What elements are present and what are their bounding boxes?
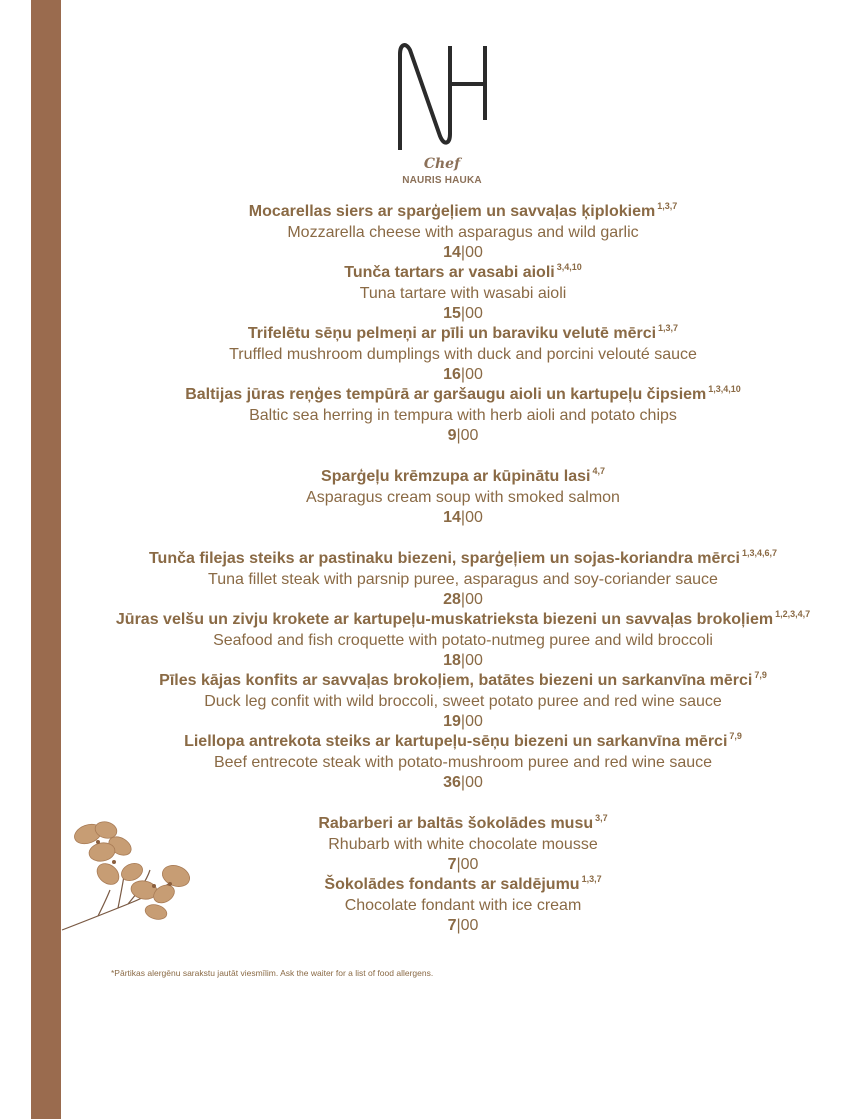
price-separator: | bbox=[460, 305, 466, 322]
price-cents: 00 bbox=[465, 305, 483, 322]
dish-name-lv-text: Rabarberi ar baltās šokolādes musu bbox=[318, 815, 594, 832]
chef-logo bbox=[392, 40, 492, 186]
section-gap bbox=[61, 446, 865, 467]
menu-item bbox=[61, 732, 865, 793]
price-main: 7 bbox=[447, 856, 457, 873]
dish-name-lv-text: Baltijas jūras reņģes tempūrā ar garšaugu aioli un kartupeļu čipsiem bbox=[185, 386, 707, 403]
dish-name-lv bbox=[61, 202, 865, 222]
price-cents: 00 bbox=[465, 774, 483, 791]
dish-name-en: Seafood and fish croquette with potato-nutmeg puree and wild broccoli bbox=[213, 632, 713, 649]
price-main: 18 bbox=[443, 652, 461, 669]
dish-name-lv-text: Tunča filejas steiks ar pastinaku biezeni, sparģeļiem un sojas-koriandra mērci bbox=[148, 550, 740, 567]
price-separator: | bbox=[456, 856, 461, 873]
menu-item bbox=[61, 467, 865, 528]
dish-name-en: Tuna fillet steak with parsnip puree, asparagus and soy-coriander sauce bbox=[208, 571, 718, 588]
dish-name-lv-text: Jūras velšu un zivju krokete ar kartupeļu-muskatrieksta biezeni un savvaļas brokoļiem bbox=[115, 611, 774, 628]
nh-monogram-icon bbox=[392, 40, 492, 152]
side-stripe bbox=[31, 0, 61, 1119]
dish-name-en: Rhubarb with white chocolate mousse bbox=[328, 836, 598, 853]
price-main: 16 bbox=[443, 366, 461, 383]
price-separator: | bbox=[460, 591, 466, 608]
price-main: 19 bbox=[443, 713, 461, 730]
dish-price bbox=[61, 365, 865, 385]
allergen-codes: 4,7 bbox=[592, 466, 605, 476]
price-separator: | bbox=[460, 774, 466, 791]
price-cents: 00 bbox=[460, 856, 479, 873]
price-separator: | bbox=[460, 713, 466, 730]
menu-item bbox=[61, 671, 865, 732]
price-cents: 00 bbox=[465, 713, 483, 730]
price-cents: 00 bbox=[465, 652, 483, 669]
menu-item bbox=[61, 263, 865, 324]
dish-name-lv-text: Sparģeļu krēmzupa ar kūpinātu lasi bbox=[321, 468, 591, 485]
menu-item bbox=[61, 549, 865, 610]
price-cents: 00 bbox=[460, 427, 479, 444]
price-separator: | bbox=[460, 509, 466, 526]
dried-flower-decoration-icon bbox=[58, 812, 208, 937]
menu-item bbox=[61, 324, 865, 385]
price-separator: | bbox=[460, 652, 466, 669]
dish-name-en: Asparagus cream soup with smoked salmon bbox=[306, 489, 620, 506]
dish-price bbox=[61, 243, 865, 263]
dish-name-en: Tuna tartare with wasabi aioli bbox=[359, 285, 567, 302]
dish-name-lv bbox=[61, 467, 865, 487]
price-separator: | bbox=[460, 366, 466, 383]
dish-name-en: Beef entrecote steak with potato-mushroom puree and red wine sauce bbox=[213, 754, 713, 771]
dish-price bbox=[61, 773, 865, 793]
dish-name-lv bbox=[61, 324, 865, 344]
price-cents: 00 bbox=[465, 244, 483, 261]
dish-price bbox=[61, 304, 865, 324]
price-cents: 00 bbox=[465, 366, 483, 383]
allergen-codes: 3,4,10 bbox=[556, 262, 582, 272]
price-main: 7 bbox=[447, 917, 457, 934]
dish-price bbox=[61, 590, 865, 610]
dish-name-en: Baltic sea herring in tempura with herb aioli and potato chips bbox=[249, 407, 677, 424]
price-main: 14 bbox=[443, 509, 461, 526]
logo-chef-name: NAURIS HAUKA bbox=[402, 175, 482, 186]
allergen-codes: 1,3,4,6,7 bbox=[742, 548, 778, 558]
logo-chef-script: Chef bbox=[423, 156, 461, 172]
allergen-codes: 1,2,3,4,7 bbox=[775, 609, 811, 619]
price-cents: 00 bbox=[460, 917, 479, 934]
allergen-codes: 1,3,7 bbox=[658, 323, 679, 333]
price-separator: | bbox=[456, 427, 461, 444]
price-main: 28 bbox=[443, 591, 461, 608]
dish-name-lv-text: Pīles kājas konfits ar savvaļas brokoļiem, batātes biezeni un sarkanvīna mērci bbox=[159, 672, 753, 689]
price-main: 36 bbox=[443, 774, 461, 791]
price-main: 14 bbox=[443, 244, 461, 261]
dish-name-en: Duck leg confit with wild broccoli, sweet potato puree and red wine sauce bbox=[204, 693, 722, 710]
price-cents: 00 bbox=[465, 591, 483, 608]
price-separator: | bbox=[460, 244, 466, 261]
dish-name-lv-text: Trifelētu sēņu pelmeņi ar pīli un baraviku velutē mērci bbox=[247, 325, 657, 342]
dish-name-lv bbox=[61, 549, 865, 569]
menu-item bbox=[61, 610, 865, 671]
dish-name-lv-text: Liellopa antrekota steiks ar kartupeļu-sēņu biezeni un sarkanvīna mērci bbox=[184, 733, 728, 750]
allergen-codes: 1,3,4,10 bbox=[708, 384, 741, 394]
dish-price bbox=[61, 426, 865, 446]
allergen-codes: 7,9 bbox=[754, 670, 767, 680]
dish-name-lv bbox=[61, 610, 865, 630]
dish-name-lv bbox=[61, 385, 865, 405]
menu-item bbox=[61, 202, 865, 263]
dish-price bbox=[61, 712, 865, 732]
menu-item bbox=[61, 385, 865, 446]
price-main: 9 bbox=[447, 427, 457, 444]
dish-name-en: Mozzarella cheese with asparagus and wild garlic bbox=[287, 224, 639, 241]
dish-name-lv-text: Šokolādes fondants ar saldējumu bbox=[324, 876, 580, 893]
dish-name-lv bbox=[61, 732, 865, 752]
price-separator: | bbox=[456, 917, 461, 934]
price-cents: 00 bbox=[465, 509, 483, 526]
allergen-codes: 1,3,7 bbox=[581, 874, 602, 884]
dish-name-en: Chocolate fondant with ice cream bbox=[344, 897, 582, 914]
price-main: 15 bbox=[443, 305, 461, 322]
section-gap bbox=[61, 793, 865, 814]
allergen-codes: 1,3,7 bbox=[657, 201, 678, 211]
allergen-footnote: *Pārtikas alergēnu sarakstu jautāt viesmīlim. Ask the waiter for a list of food allergens. bbox=[111, 968, 434, 978]
dish-name-en: Truffled mushroom dumplings with duck and porcini velouté sauce bbox=[229, 346, 697, 363]
dish-name-lv-text: Tunča tartars ar vasabi aioli bbox=[344, 264, 555, 281]
allergen-codes: 7,9 bbox=[729, 731, 742, 741]
dish-name-lv bbox=[61, 671, 865, 691]
dish-price bbox=[61, 651, 865, 671]
dish-price bbox=[61, 508, 865, 528]
section-gap bbox=[61, 528, 865, 549]
dish-name-lv-text: Mocarellas siers ar sparģeļiem un savvaļas ķiplokiem bbox=[248, 203, 656, 220]
allergen-codes: 3,7 bbox=[595, 813, 608, 823]
dish-name-lv bbox=[61, 263, 865, 283]
